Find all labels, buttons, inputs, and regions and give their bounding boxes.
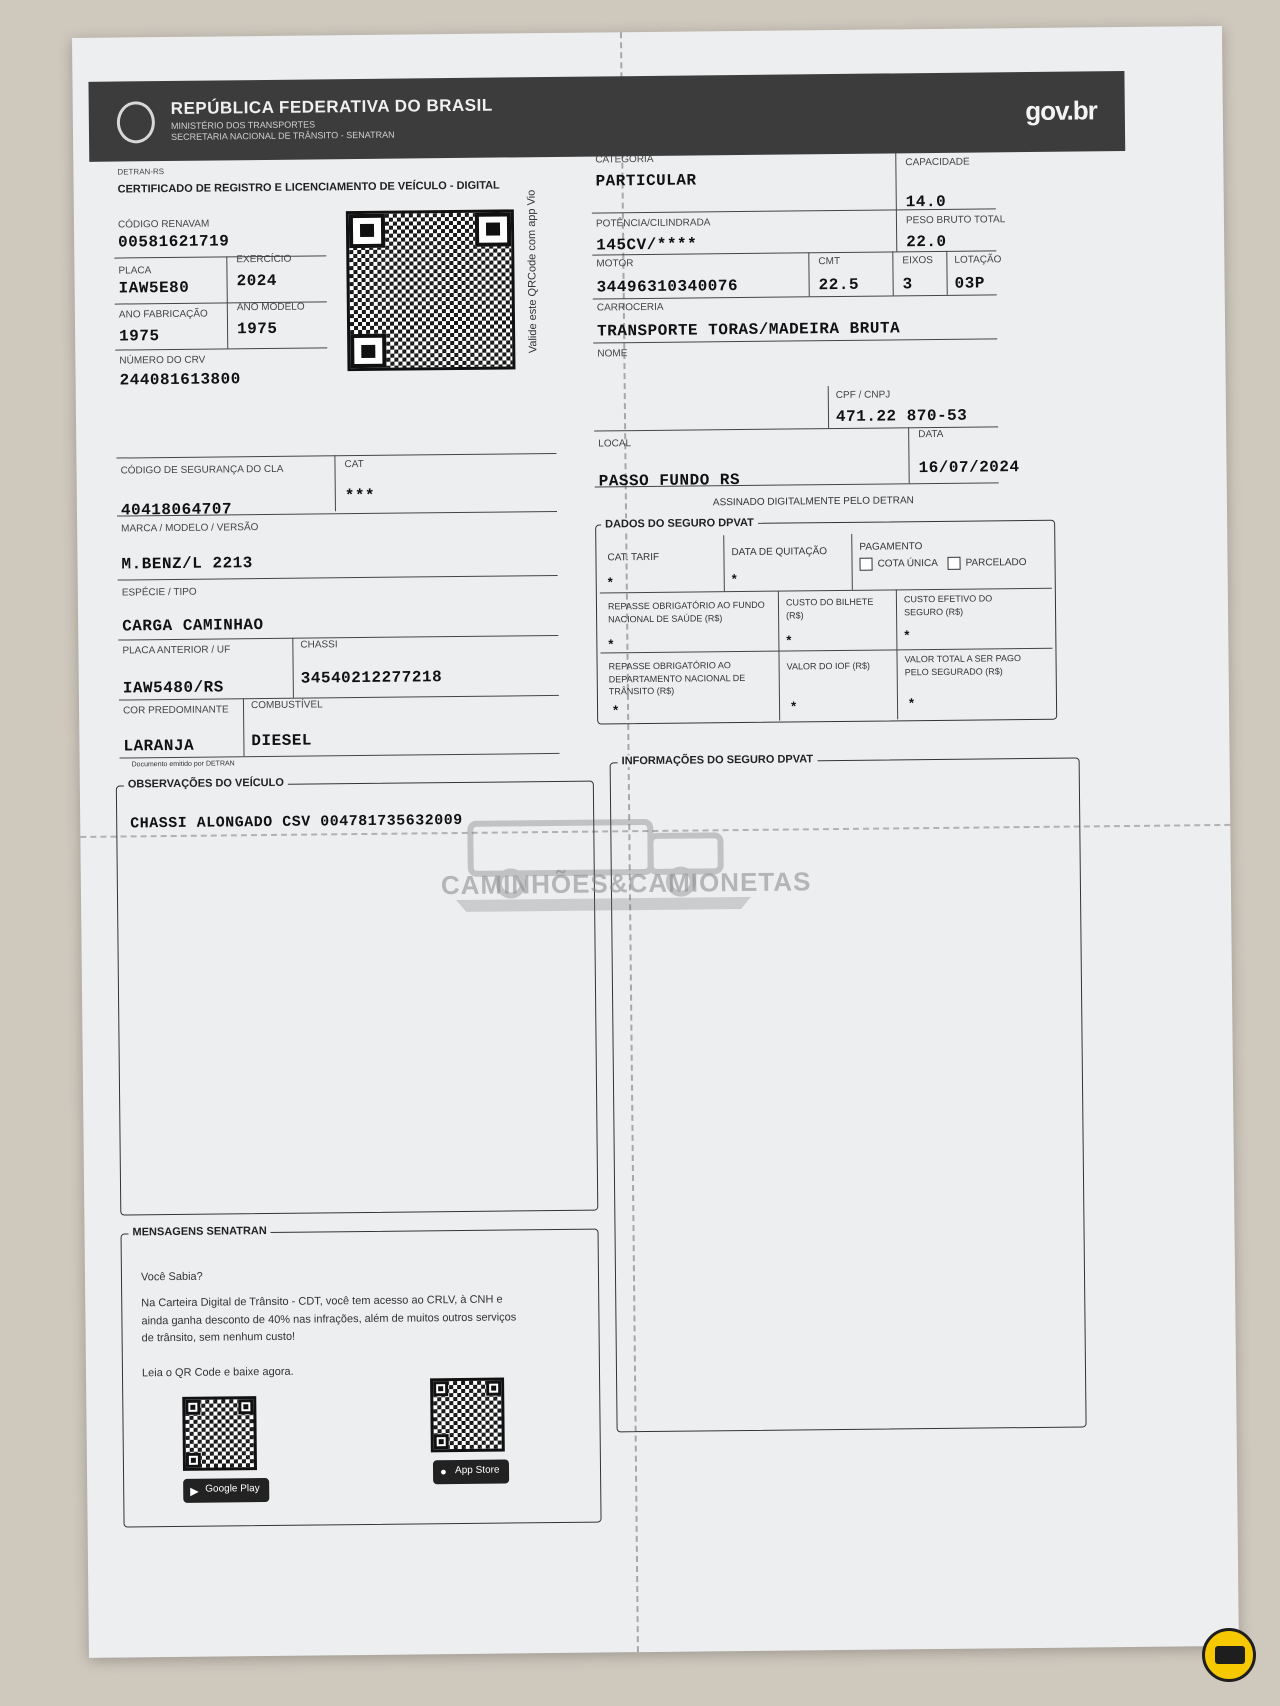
placa-value: IAW5E80 [118,278,190,298]
ano-fabricacao-value: 1975 [119,327,160,346]
exercicio-label: EXERCÍCIO [236,253,292,266]
potencia-label: POTÊNCIA/CILINDRADA [595,217,711,230]
exercicio-value: 2024 [236,271,278,291]
placa-label: PLACA [118,265,152,277]
peso-label: PESO BRUTO TOTAL [905,214,1006,227]
cpf-label: CPF / CNPJ [835,389,891,402]
cmt-label: CMT [818,255,841,268]
document-title: CERTIFICADO DE REGISTRO E LICENCIAMENTO DE VEÍCULO - DIGITAL [117,179,500,196]
data-quitacao-label: DATA DE QUITAÇÃO [731,546,828,559]
custo-efetivo-value: * [904,627,910,643]
site-truck-logo [1202,1628,1256,1682]
observacoes-title: OBSERVAÇÕES DO VEÍCULO [124,777,288,791]
lotacao-value: 03P [954,274,986,293]
placa-anterior-label: PLACA ANTERIOR / UF [122,644,231,657]
custo-bilhete-label: CUSTO DO BILHETE (R$) [785,596,874,621]
repasse-dnt-value: * [612,702,619,718]
validation-qr-code[interactable] [346,209,516,371]
repasse-dnt-label: REPASSE OBRIGATÓRIO AO DEPARTAMENTO NACIONAL DE TRÂNSITO (R$) [608,660,746,697]
valor-total-value: * [908,695,915,711]
crv-label: NÚMERO DO CRV [119,354,206,367]
placa-anterior-value: IAW5480/RS [122,678,224,698]
brazil-coat-of-arms-icon [117,101,155,143]
signed-digitally-text: ASSINADO DIGITALMENTE PELO DETRAN [712,495,914,509]
categoria-label: CATEGORIA [595,153,654,166]
capacidade-value: 14.0 [905,192,947,212]
mensagens-title: MENSAGENS SENATRAN [128,1225,270,1238]
data-quitacao-value: * [731,571,737,587]
qr-validate-text: Valide este QRCode com app Vio [525,189,540,354]
watermark-text: CAMINHÕES&CAMIONETAS [440,866,812,901]
parcelado-label: PARCELADO [965,557,1027,569]
renavam-label: CÓDIGO RENAVAM [117,218,210,231]
parcelado-checkbox[interactable] [947,557,960,570]
document-emission-note: Documento emitido por DETRAN [131,760,235,769]
cpf-value: 471.22 870-53 [835,406,968,427]
valor-total-label: VALOR TOTAL A SER PAGO PELO SEGURADO (R$) [904,653,1021,677]
nome-label: NOME [597,348,628,360]
motor-value: 34496310340076 [596,277,739,297]
custo-efetivo-label: CUSTO EFETIVO DO SEGURO (R$) [903,593,993,617]
info-dpvat-title: INFORMAÇÕES DO SEGURO DPVAT [618,753,818,767]
valor-iof-value: * [790,698,797,714]
cota-unica-checkbox[interactable] [859,558,872,571]
custo-bilhete-value: * [786,632,792,648]
ano-modelo-label: ANO MODELO [236,301,305,314]
detran-label: DETRAN-RS [117,167,165,177]
ano-fabricacao-label: ANO FABRICAÇÃO [118,308,208,321]
renavam-value: 00581621719 [118,232,230,252]
marca-label: MARCA / MODELO / VERSÃO [121,522,259,535]
google-play-label: Google Play [205,1483,260,1495]
truck-icon [1215,1646,1245,1664]
observacoes-text: CHASSI ALONGADO CSV 004781735632009 [130,811,463,833]
chassi-value: 34540212277218 [300,668,443,688]
ano-modelo-value: 1975 [236,319,278,339]
cat-tarif-label: CAT. TARIF [607,551,660,564]
cmt-value: 22.5 [818,275,860,295]
document-header [88,71,1125,162]
cat-label: CAT [344,458,364,471]
app-store-label: App Store [454,1464,500,1477]
combustivel-value: DIESEL [251,731,313,751]
crv-value: 244081613800 [119,370,241,390]
cat-tarif-value: * [607,574,613,590]
local-label: LOCAL [598,438,632,450]
especie-value: CARGA CAMINHAO [122,616,264,636]
peso-value: 22.0 [906,232,947,252]
especie-label: ESPÉCIE / TIPO [121,586,197,599]
header-subtitle-ministry: MINISTÉRIO DOS TRANSPORTES [170,119,316,131]
marca-value: M.BENZ/L 2213 [121,554,253,574]
header-title: REPÚBLICA FEDERATIVA DO BRASIL [170,95,493,118]
carroceria-value: TRANSPORTE TORAS/MADEIRA BRUTA [597,319,901,341]
repasse-fns-value: * [608,636,614,652]
combustivel-label: COMBUSTÍVEL [250,699,323,712]
google-play-badge[interactable] [183,1478,270,1503]
mensagens-cdt-text: Na Carteira Digital de Trânsito - CDT, você tem acesso ao CRLV, à CNH e ainda ganha desconto de 40% nas infrações, além de muitos outros serviços de trânsito, sem nenhum custo! [141,1293,517,1345]
cota-unica-label: COTA ÚNICA [877,557,938,570]
potencia-value: 145CV/**** [596,235,698,255]
eixos-value: 3 [902,275,913,294]
cor-value: LARANJA [123,736,195,756]
cla-value: 40418064707 [120,500,233,520]
data-value: 16/07/2024 [918,458,1020,478]
valor-iof-label: VALOR DO IOF (R$) [786,660,871,672]
apple-icon: ● [439,1466,447,1479]
motor-label: MOTOR [596,258,634,270]
mensagens-read-qr: Leia o QR Code e baixe agora. [141,1365,294,1380]
data-label: DATA [918,428,944,441]
app-store-badge[interactable] [433,1459,510,1484]
pagamento-label: PAGAMENTO [859,541,923,553]
dpvat-data-title: DADOS DO SEGURO DPVAT [601,517,758,531]
app-store-qr-code[interactable] [430,1378,505,1453]
google-play-icon: ▶ [190,1485,199,1498]
crlv-document [72,26,1239,1658]
cat-value: *** [344,486,376,506]
mensagens-you-know: Você Sabia? [140,1270,203,1284]
lotacao-label: LOTAÇÃO [954,254,1002,266]
carroceria-label: CARROCERIA [596,301,664,314]
categoria-value: PARTICULAR [595,171,697,191]
govbr-logo: gov.br [1025,95,1097,127]
cor-label: COR PREDOMINANTE [122,704,229,717]
google-play-qr-code[interactable] [182,1396,257,1471]
eixos-label: EIXOS [902,254,934,267]
chassi-label: CHASSI [300,639,338,651]
local-value: PASSO FUNDO RS [598,471,741,491]
cla-label: CÓDIGO DE SEGURANÇA DO CLA [120,463,284,477]
capacidade-label: CAPACIDADE [905,156,970,169]
header-subtitle-senatran: SECRETARIA NACIONAL DE TRÂNSITO - SENATRAN [170,129,395,142]
repasse-fns-label: REPASSE OBRIGATÓRIO AO FUNDO NACIONAL DE SAÚDE (R$) [607,599,765,625]
